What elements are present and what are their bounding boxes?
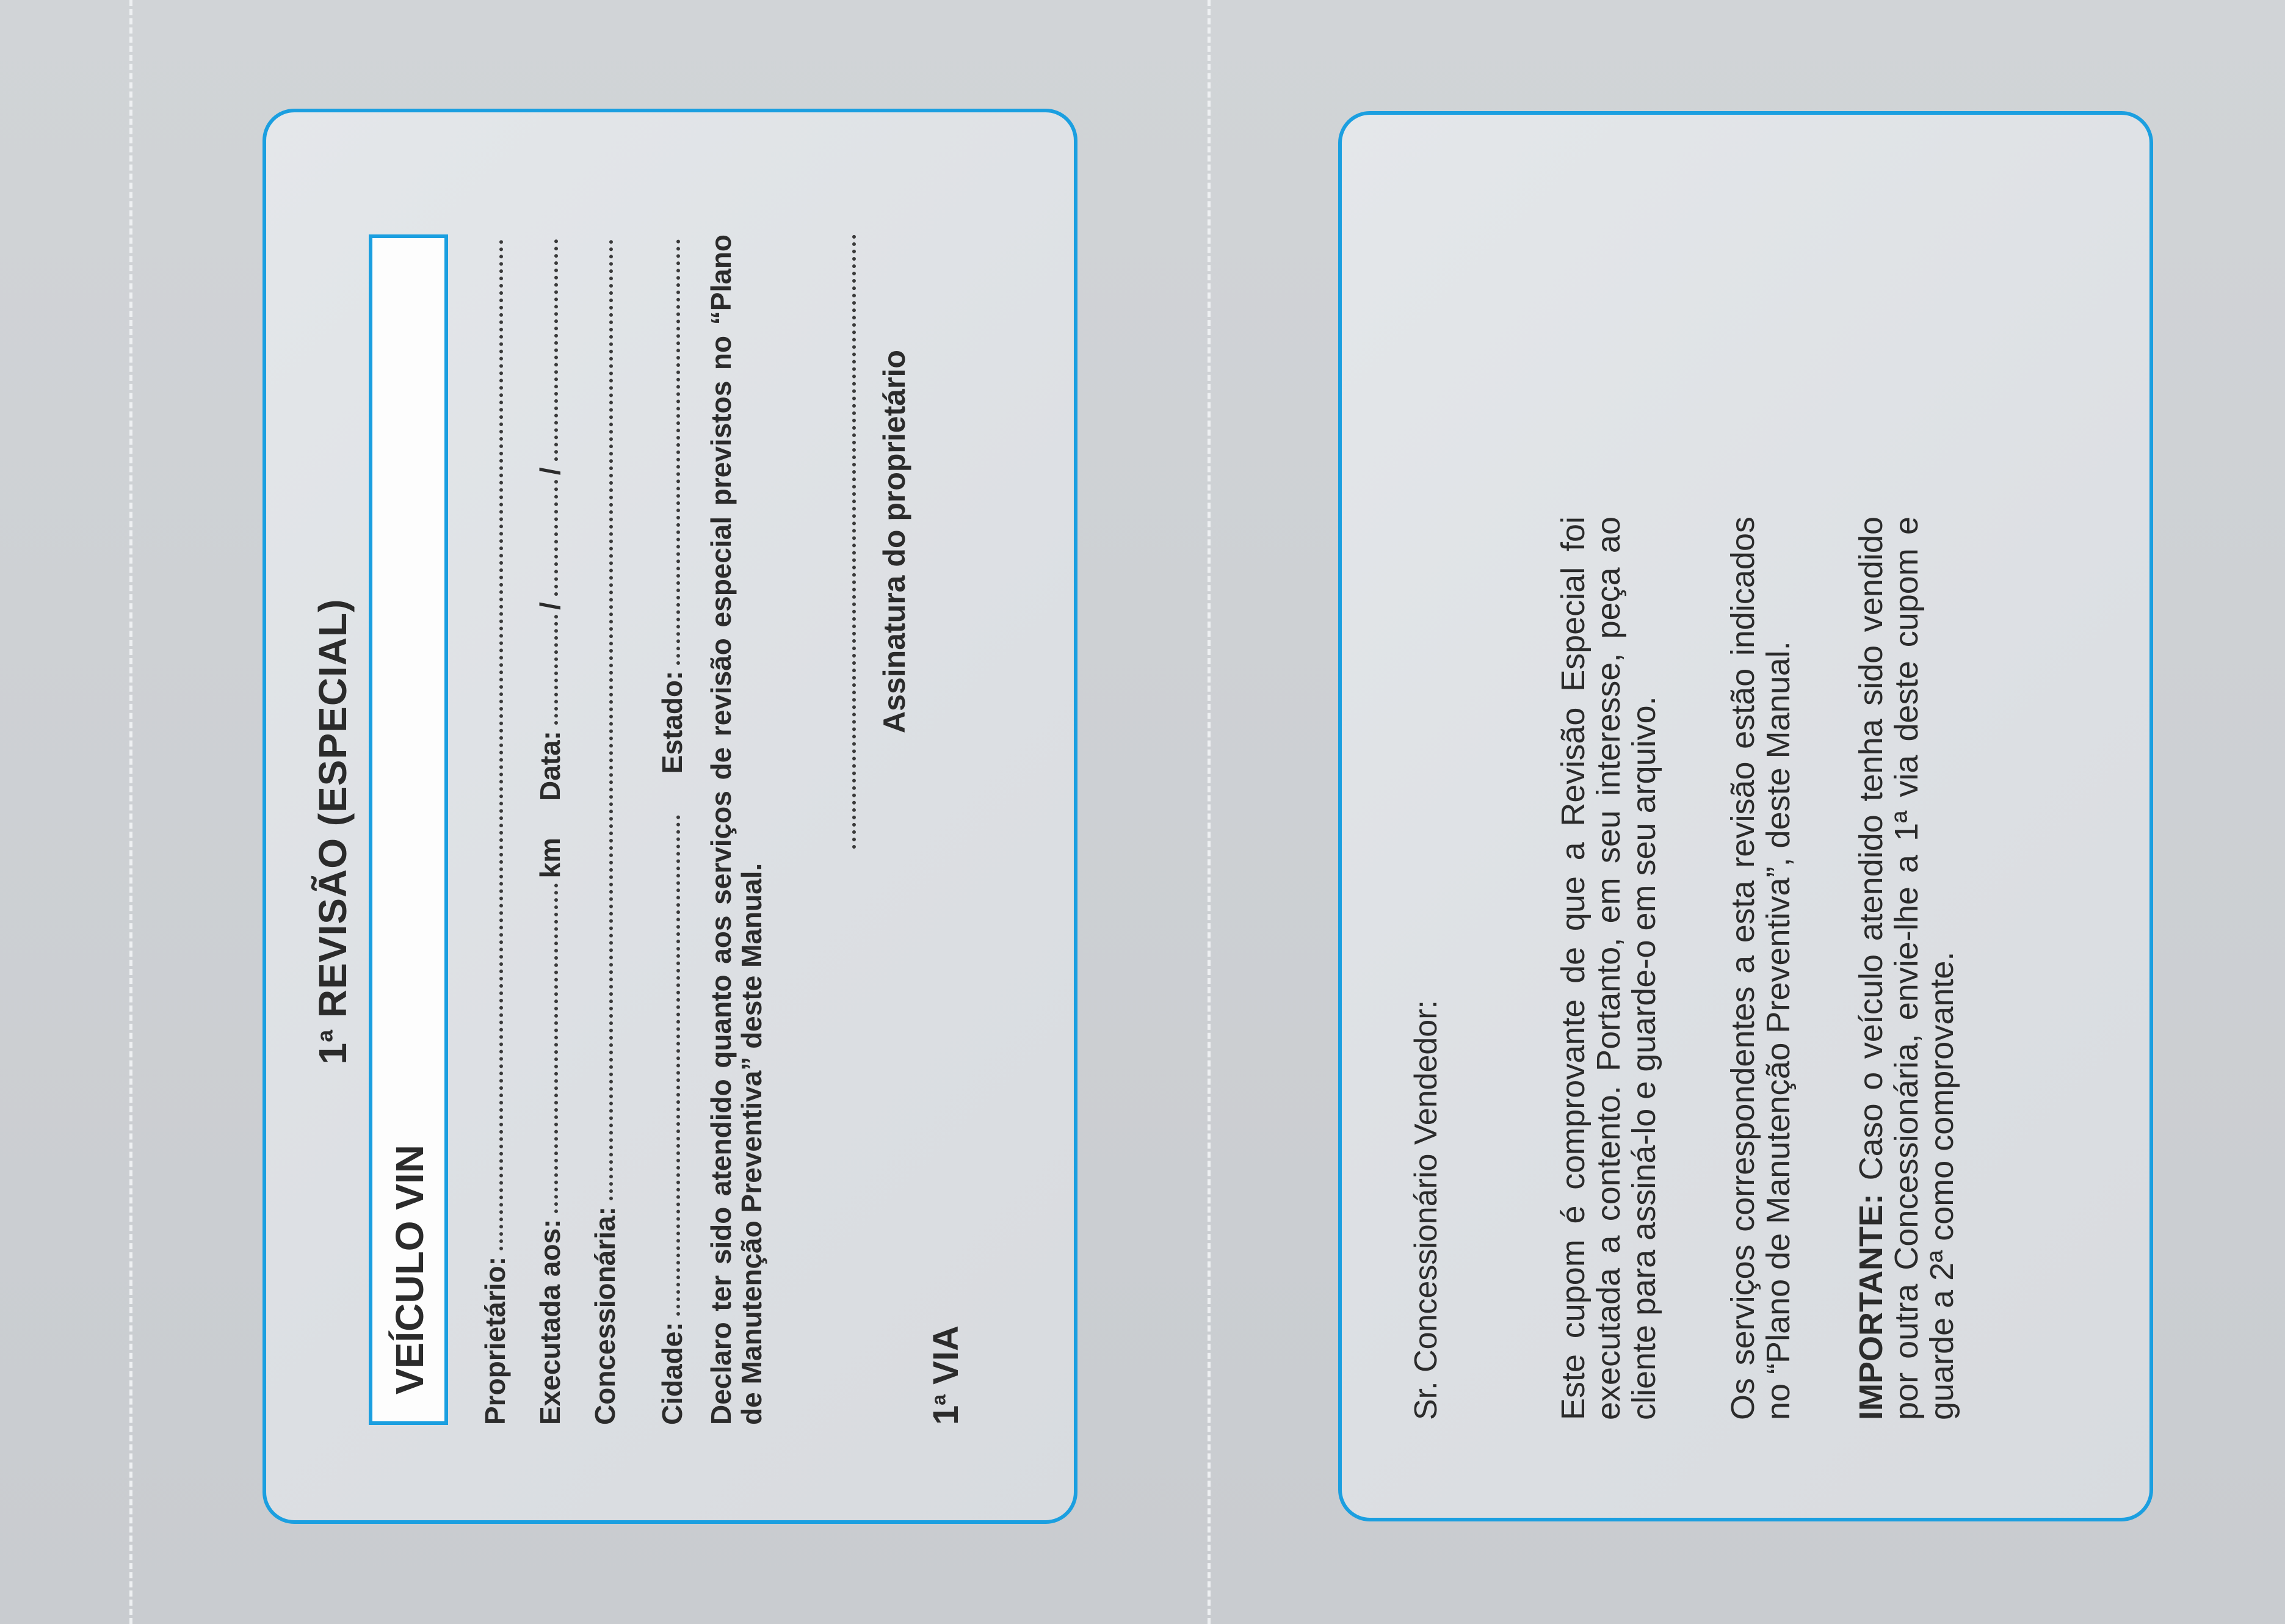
city-state-field[interactable]	[645, 234, 689, 1425]
notice-paragraph-2: Os serviços correspondentes a esta revisão estão indicados no “Plano de Manutenção Preventiva”, deste Manual.	[1725, 517, 1797, 1420]
perforation-line	[1208, 0, 1211, 1624]
owner-field[interactable]	[468, 234, 512, 1425]
date-month-dots	[554, 480, 558, 596]
notice-paragraph-1: Este cupom é comprovante de que a Revisão Especial foi executada a contento. Portanto, em seu interesse, peça ao cliente para assiná-lo e guarde-o em seu arquivo.	[1555, 517, 1662, 1420]
date-label: Data:	[534, 731, 566, 802]
executed-field[interactable]	[523, 234, 567, 1425]
km-dots	[554, 883, 558, 1213]
coupon-content	[266, 143, 1070, 1520]
date-day-dots	[554, 615, 558, 725]
city-label: Cidade:	[656, 1322, 688, 1425]
notice-content	[1342, 140, 2145, 1518]
vin-label: VEÍCULO VIN	[388, 1145, 432, 1394]
state-label: Estado:	[656, 670, 688, 774]
dealer-dots	[609, 239, 613, 1200]
owner-dots	[499, 239, 503, 1250]
executed-label: Executada aos:	[534, 1219, 566, 1425]
perforation-line	[129, 0, 132, 1624]
coupon-title: 1$^a$ REVISÃO (ESPECIAL)	[311, 598, 355, 1065]
signature-line[interactable]	[852, 234, 856, 849]
notice-paragraph-3: IMPORTANTE: Caso o veículo atendido tenha sido vendido por outra Concessionária, envie-lhe a 1ª via deste cupom e guarde a 2ª como comprovante.	[1853, 517, 1960, 1420]
date-separator: /	[534, 602, 566, 610]
via-label: 1$^a$ VIA	[926, 1325, 966, 1425]
state-dots	[676, 239, 680, 665]
important-label: IMPORTANTE:	[1853, 1194, 1889, 1420]
owner-label: Proprietário:	[479, 1256, 511, 1425]
dealer-label: Concessionária:	[589, 1206, 621, 1425]
notice-greeting: Sr. Concessionário Vendedor:	[1408, 1000, 1444, 1420]
vin-box[interactable]	[369, 234, 448, 1425]
date-separator: /	[534, 467, 566, 476]
city-dots	[676, 815, 680, 1316]
date-year-dots	[554, 239, 558, 461]
signature-label: Assinatura do proprietário	[877, 350, 911, 733]
notice-card	[1338, 111, 2153, 1521]
declaration-text: Declaro ter sido atendido quanto aos serviços de revisão especial previstos no “Plano de Manutenção Preventiva” deste Manual.	[705, 234, 767, 1425]
km-label: km	[534, 838, 566, 879]
coupon-card	[263, 109, 1077, 1524]
dealer-field[interactable]	[578, 234, 621, 1425]
